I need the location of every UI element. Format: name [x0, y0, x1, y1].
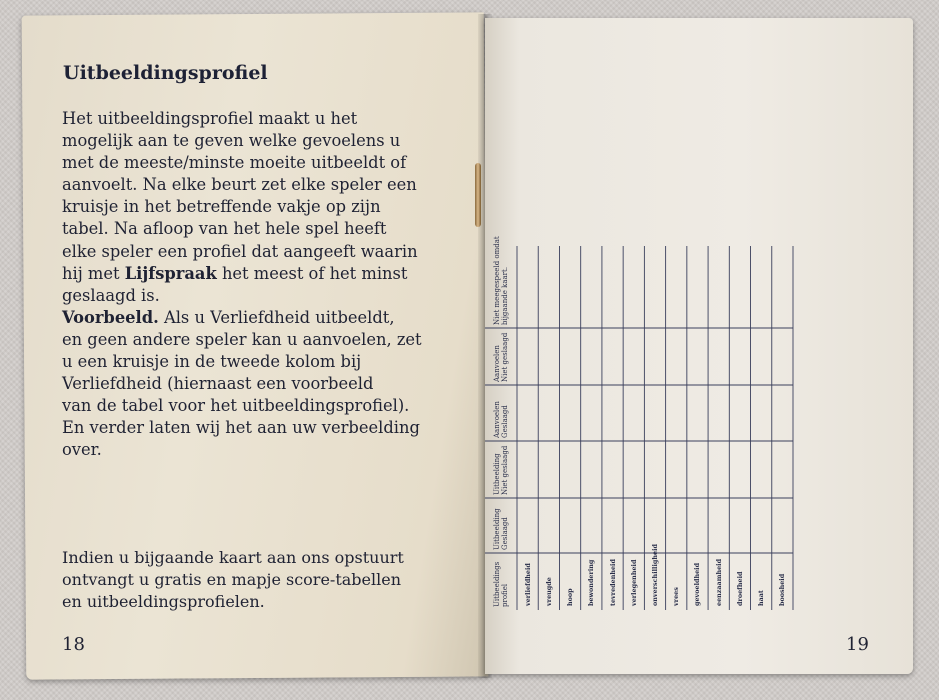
- column-name: verliefdheid: [523, 563, 532, 606]
- text-line: En verder laten wij het aan uw verbeelding: [62, 418, 420, 438]
- text-line: elke speler een profiel dat aangeeft waarin: [62, 241, 418, 261]
- column-name: onverschilligheid: [651, 544, 659, 606]
- example-line: [62, 307, 472, 329]
- instructions-paragraph: [62, 108, 472, 462]
- column-name: eenzaamheid: [714, 558, 723, 606]
- text-fragment: Als u Verliefdheid uitbeeldt,: [158, 307, 395, 327]
- column-name: bewondering: [587, 559, 596, 606]
- text-line: en uitbeeldingsprofielen.: [62, 592, 265, 611]
- row-header-line: Aanvoelen: [493, 401, 501, 438]
- text-line: u een kruisje in de tweede kolom bij: [62, 352, 362, 372]
- row-header-line: Niet geslaagd: [501, 445, 509, 495]
- row-header-line: Uitbeelding: [493, 508, 501, 550]
- table-grid: [485, 240, 795, 612]
- column-name: droefheid: [735, 571, 744, 606]
- column-name: vrees: [672, 587, 681, 606]
- text-fragment: het meest of het minst: [216, 263, 408, 283]
- row-header-line: Niet geslaagd: [501, 332, 509, 382]
- text-line: geslaagd is.: [62, 285, 160, 305]
- column-name: vreugde: [544, 577, 553, 606]
- mail-in-note: [62, 547, 472, 613]
- column-name: hoop: [566, 588, 575, 606]
- text-line: [62, 263, 472, 285]
- page-title: Uitbeeldingsprofiel: [63, 62, 268, 84]
- column-name: boosheid: [778, 573, 787, 606]
- text-line: tabel. Na afloop van het hele spel heeft: [62, 219, 387, 239]
- page-number-right: 19: [846, 634, 869, 655]
- page-number-left: 18: [62, 634, 85, 655]
- text-line: en geen andere speler kan u aanvoelen, zet: [62, 329, 422, 349]
- row-header-line: Geslaagd: [501, 517, 509, 550]
- row-header-line: profiel: [501, 583, 509, 607]
- text-fragment: hij met: [62, 263, 125, 283]
- row-header: [493, 562, 509, 607]
- row-header-line: Aanvoelen: [493, 345, 501, 382]
- profile-table: [485, 236, 795, 612]
- text-line: Verliefdheid (hiernaast een voorbeeld: [62, 374, 374, 394]
- staple: [475, 163, 481, 227]
- text-line: van de tabel voor het uitbeeldingsprofiel).: [62, 396, 410, 416]
- row-header-line: Geslaagd: [501, 405, 509, 438]
- row-header: [493, 508, 509, 550]
- text-line: met de meeste/minste moeite uitbeeldt of: [62, 153, 407, 173]
- row-header-line: bijgaande kaart.: [501, 266, 509, 325]
- game-name: Lijfspraak: [124, 263, 217, 283]
- text-line: ontvangt u gratis en mapje score-tabellen: [62, 570, 402, 589]
- column-name: tevredenheid: [608, 559, 617, 606]
- row-header: [493, 236, 509, 325]
- text-line: aanvoelt. Na elke beurt zet elke speler een: [62, 175, 417, 195]
- example-label: Voorbeeld.: [62, 307, 159, 327]
- text-line: Het uitbeeldingsprofiel maakt u het: [62, 109, 358, 128]
- row-header-line: Niet meegespeeld omdat: [493, 236, 501, 325]
- text-line: over.: [62, 440, 102, 460]
- row-header-line: Uitbeeldings: [493, 561, 501, 607]
- column-name: gevoeldheid: [693, 562, 702, 606]
- text-line: mogelijk aan te geven welke gevoelens u: [62, 131, 401, 151]
- row-header: [493, 333, 509, 382]
- column-name: verlegenheid: [629, 559, 638, 606]
- text-line: kruisje in het betreffende vakje op zijn: [62, 197, 381, 217]
- row-header-line: Uitbeelding: [493, 453, 501, 495]
- text-line: Indien u bijgaande kaart aan ons opstuurt: [62, 548, 404, 567]
- column-name: haat: [757, 590, 766, 606]
- row-header: [493, 446, 509, 495]
- row-header: [493, 401, 509, 438]
